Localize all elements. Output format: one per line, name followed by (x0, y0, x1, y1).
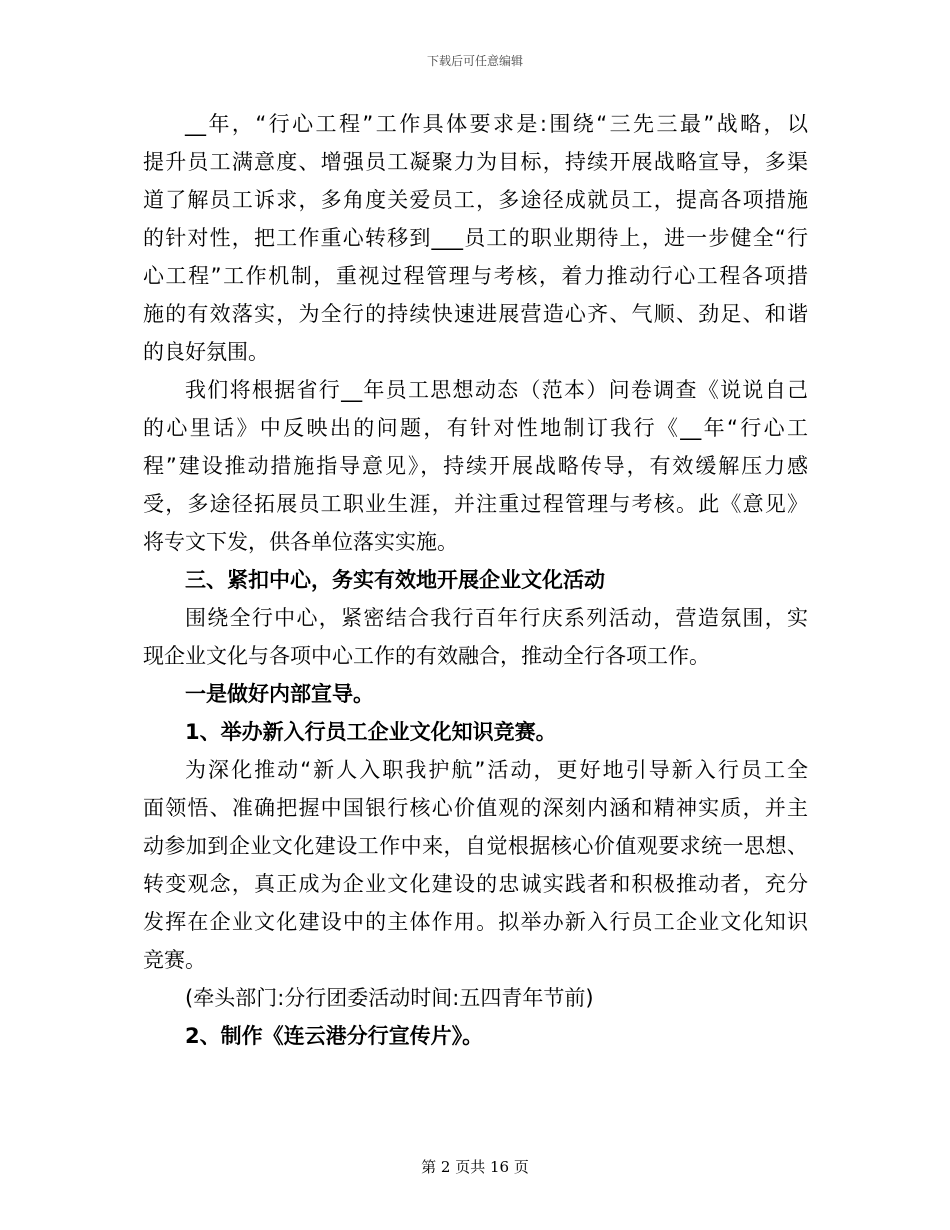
text-line: 提升员工满意度、增强员工凝聚力为目标，持续开展战略宣导，多渠 (143, 150, 808, 174)
text-line: 2、制作《连云港分行宣传片》。 (185, 1024, 484, 1048)
text-line: 发挥在企业文化建设中的主体作用。拟举办新入行员工企业文化知识 (143, 910, 808, 934)
text-line: 转变观念，真正成为企业文化建设的忠诚实践者和积极推动者，充分 (143, 872, 808, 896)
text-line: 为深化推动“新人入职我护航”活动，更好地引导新入行员工全 (185, 758, 808, 782)
page-footer: 第 2 页共 16 页 (421, 1158, 529, 1176)
section-heading (143, 561, 808, 599)
text-line: 的良好氛围。 (143, 340, 269, 364)
text-line: 一是做好内部宣导。 (185, 682, 374, 706)
document-body (143, 105, 808, 1055)
text-line: 动参加到企业文化建设工作中来，自觉根据核心价值观要求统一思想、 (143, 834, 808, 858)
text-line: 道了解员工诉求，多角度关爱员工，多途径成就员工，提高各项措施 (143, 188, 808, 212)
text-line: 心工程”工作机制，重视过程管理与考核，着力推动行心工程各项措 (143, 264, 808, 288)
section-heading (143, 675, 808, 713)
text-line: 程”建设推动措施指导意见》，持续开展战略传导，有效缓解压力感 (143, 454, 808, 478)
text-line: 围绕全行中心，紧密结合我行百年行庆系列活动，营造氛围，实 (185, 606, 808, 630)
text-line: 1、举办新入行员工企业文化知识竞赛。 (185, 720, 557, 744)
body-paragraph (143, 599, 808, 675)
body-paragraph (143, 105, 808, 371)
text-line: 的针对性，把工作重心转移到___员工的职业期待上，进一步健全“行 (143, 226, 808, 250)
text-line: __年，“行心工程”工作具体要求是:围绕“三先三最”战略，以 (185, 112, 808, 136)
text-line: 我们将根据省行__年员工思想动态（范本）问卷调查《说说自己 (185, 378, 808, 402)
body-paragraph (143, 751, 808, 979)
section-heading (143, 713, 808, 751)
body-paragraph (143, 371, 808, 561)
text-line: 三、紧扣中心，务实有效地开展企业文化活动 (185, 568, 605, 592)
text-line: 将专文下发，供各单位落实实施。 (143, 530, 458, 554)
text-line: 的心里话》中反映出的问题，有针对性地制订我行《__年“行心工 (143, 416, 808, 440)
text-line: 现企业文化与各项中心工作的有效融合，推动全行各项工作。 (143, 644, 710, 668)
body-paragraph (143, 979, 808, 1017)
page-header: 下载后可任意编辑 (426, 54, 523, 68)
text-line: (牵头部门:分行团委活动时间:五四青年节前) (185, 986, 594, 1010)
section-heading (143, 1017, 808, 1055)
text-line: 施的有效落实，为全行的持续快速进展营造心齐、气顺、劲足、和谐 (143, 302, 808, 326)
text-line: 受，多途径拓展员工职业生涯，并注重过程管理与考核。此《意见》 (143, 492, 808, 516)
text-line: 竞赛。 (143, 948, 206, 972)
text-line: 面领悟、准确把握中国银行核心价值观的深刻内涵和精神实质，并主 (143, 796, 808, 820)
